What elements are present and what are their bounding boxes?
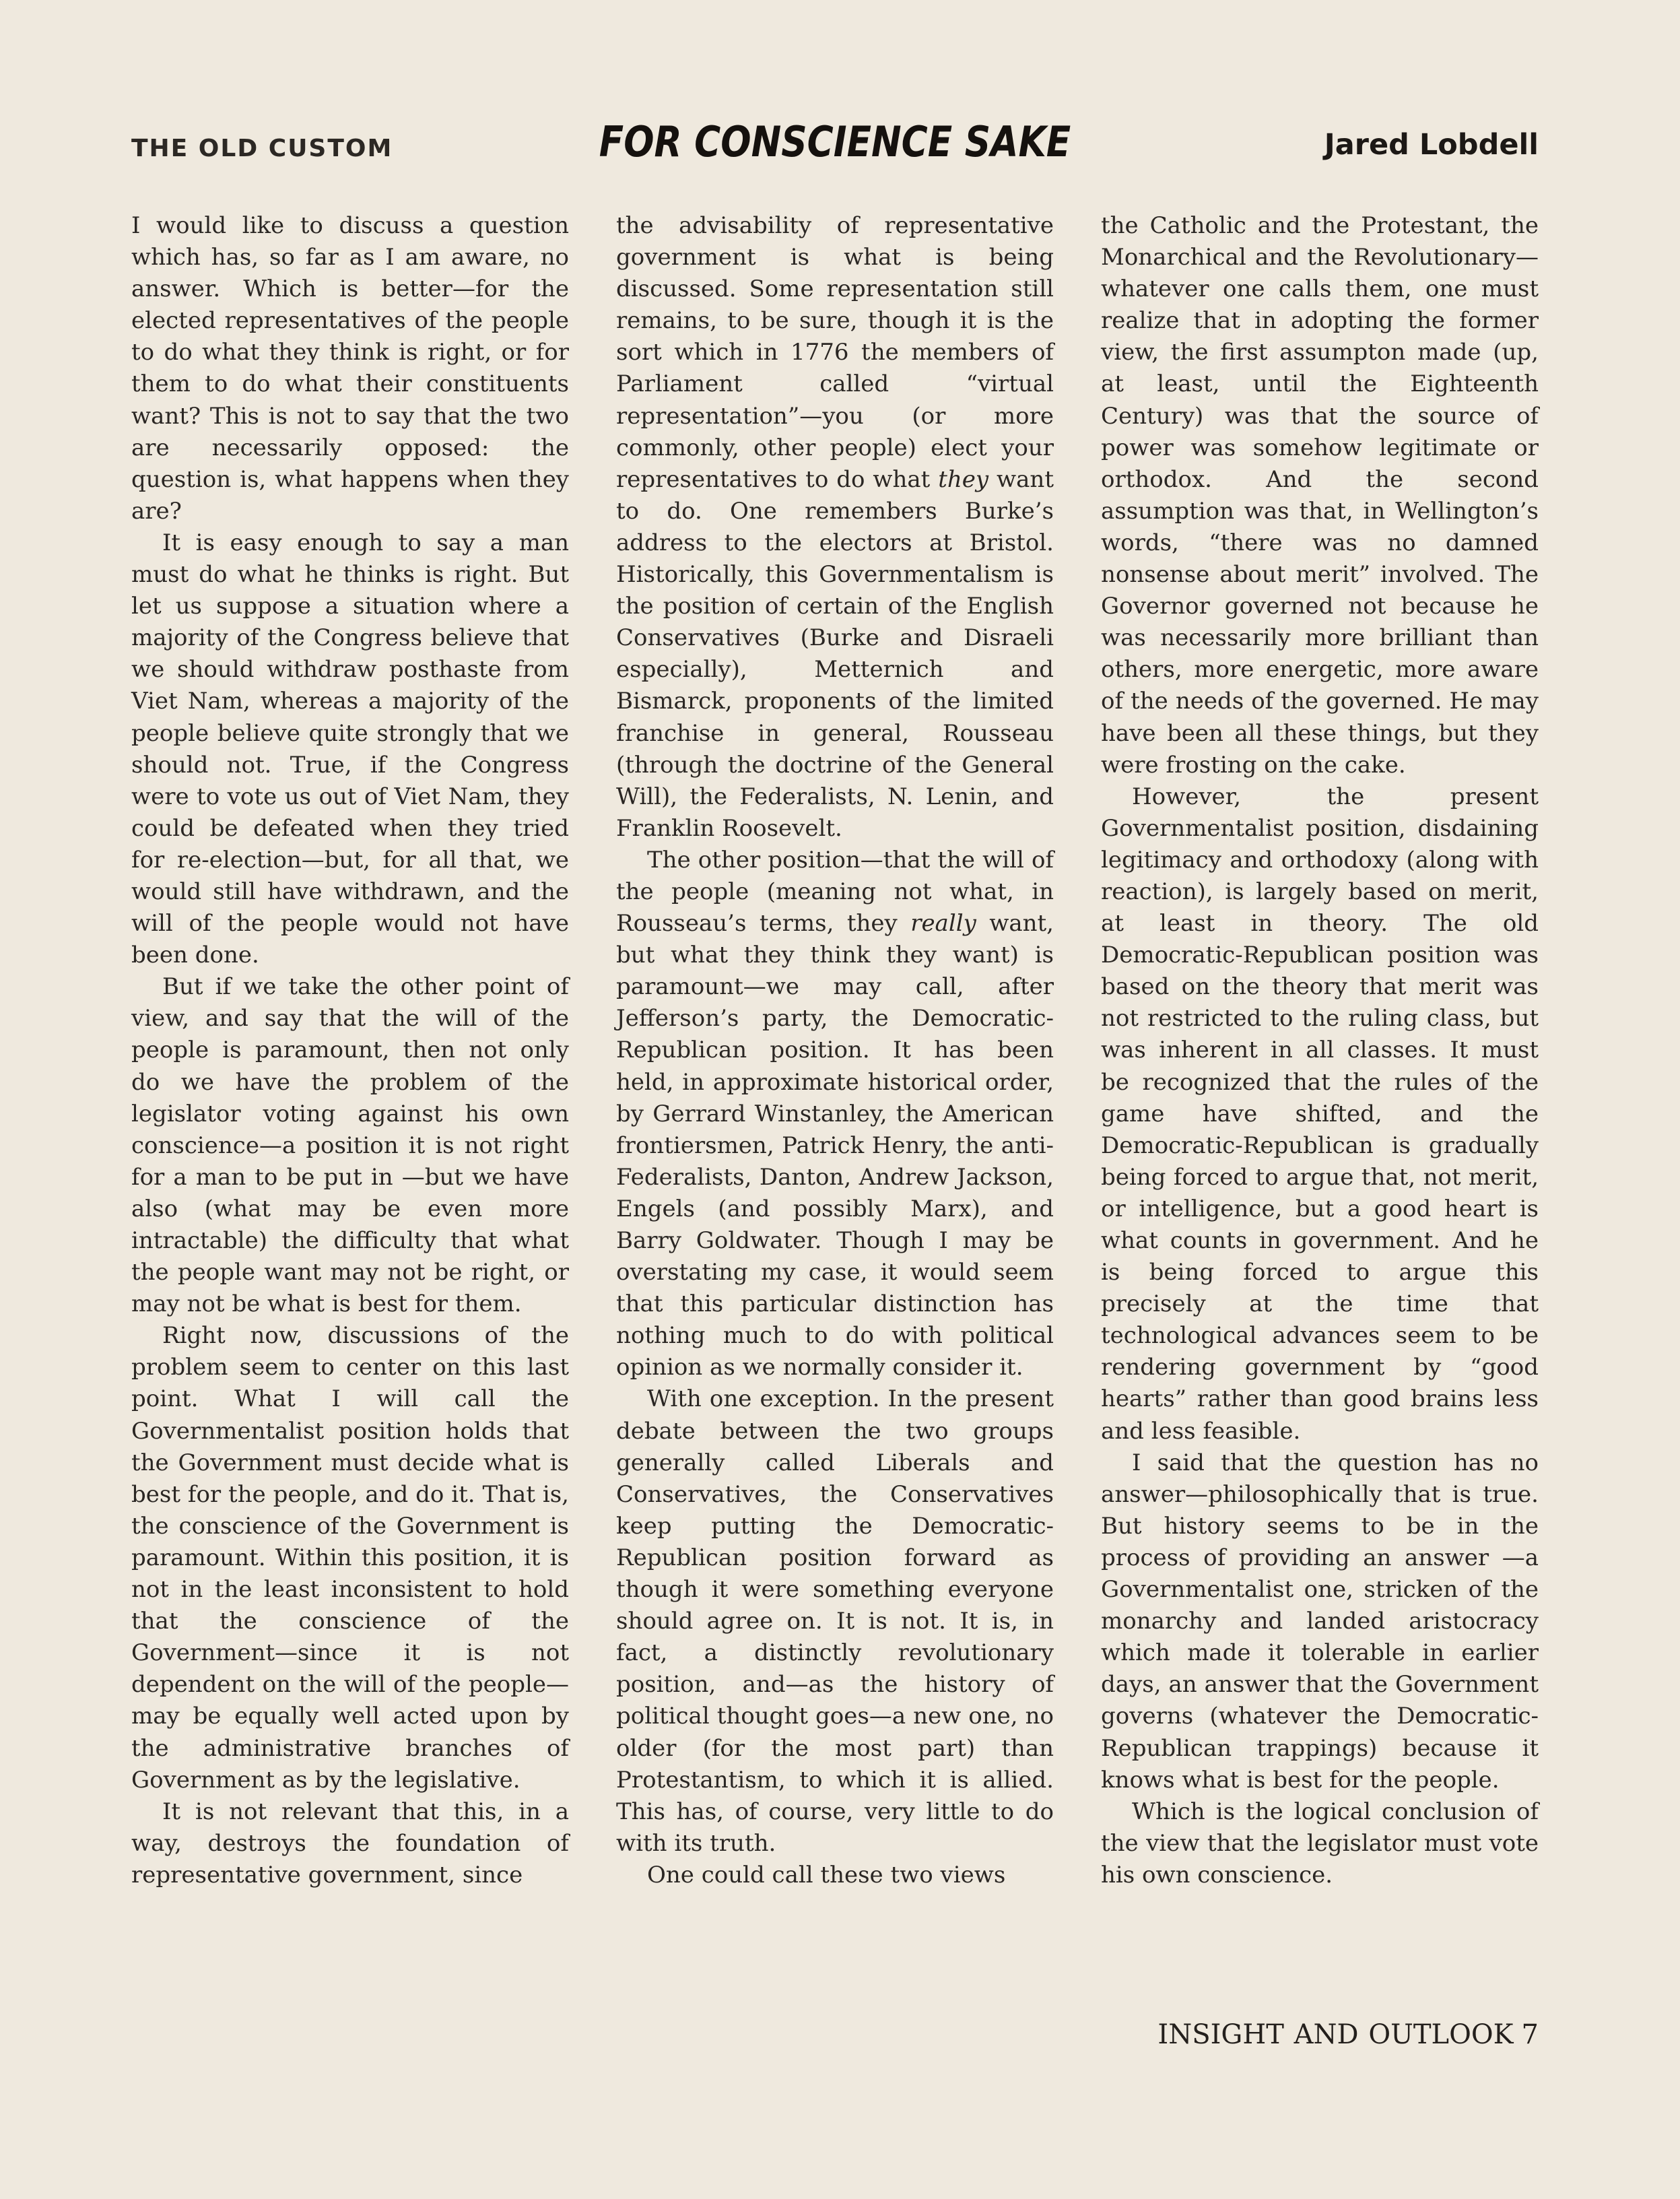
author-byline: Jared Lobdell bbox=[1324, 128, 1539, 162]
paragraph: Which is the logical conclusion of the view that the legislator must vote his own conscience. bbox=[1101, 1798, 1539, 1889]
paragraph: I said that the question has no answer—philosophically that is true. But history seems to be in the process of providing an answer —a Governmentalist one, stricken of the monarchy and landed aristocracy which made it tolerable in earlier days, an answer that the Government governs (whatever the Democratic-Republican trappings) because it knows what is best for the people. bbox=[1101, 1449, 1539, 1794]
text-column-3 bbox=[1101, 210, 1539, 1891]
paragraph bbox=[616, 845, 1054, 1384]
paragraph: It is easy enough to say a man must do what he thinks is right. But let us suppose a situation where a majority of the Congress believe that we should withdraw posthaste from Viet Nam, whereas a majority of the people believe quite strongly that we should not. True, if the Congress were to vote us out of Viet Nam, they could be defeated when they tried for re-election—but, for all that, we would still have withdrawn, and the will of the people would not have been done. bbox=[131, 529, 569, 969]
paragraph: However, the present Governmentalist position, disdaining legitimacy and orthodoxy (along with reaction), is largely based on merit, at least in theory. The old Democratic-Republican position was based on the theory that merit was not restricted to the ruling class, but was inherent in all classes. It must be recognized that the rules of the game have shifted, and the Democratic-Republican is gradually being forced to argue that, not merit, or intelligence, but a good heart is what counts in government. And he is being forced to argue this precisely at the time that technological advances seem to be rendering government by “good hearts” rather than good brains less and less feasible. bbox=[1101, 783, 1539, 1445]
article-body bbox=[131, 210, 1539, 1998]
article-title: FOR CONSCIENCE SAKE bbox=[599, 117, 1071, 166]
emphasis: really bbox=[910, 910, 976, 938]
page-header bbox=[131, 117, 1539, 180]
emphasis: they bbox=[938, 465, 989, 493]
paragraph-text: want to do. One remembers Burke’s address to the electors at Bristol. Historically, this Governmentalism is the position of certain of the English Conservatives (Burke and Disraeli especially), Metternich and Bismarck, proponents of the limited franchise in general, Rousseau (through the doctrine of the General Will), the Federalists, N. Lenin, and Franklin Roosevelt. bbox=[616, 465, 1054, 842]
text-column-2 bbox=[616, 210, 1054, 1891]
paragraph: With one exception. In the present debate between the two groups generally called Liberals and Conservatives, the Conservatives keep putting the Democratic-Republican position forward as though it were something everyone should agree on. It is not. It is, in fact, a distinctly revolutionary position, and—as the history of political thought goes—a new one, no older (for the most part) than Protestantism, to which it is allied. This has, of course, very little to do with its truth. bbox=[616, 1385, 1054, 1857]
paragraph: Right now, discussions of the problem seem to center on this last point. What I will call the Governmentalist position holds that the Government must decide what is best for the people, and do it. That is, the conscience of the Government is paramount. Within this position, it is not in the least inconsistent to hold that the conscience of the Government—since it is not dependent on the will of the people—may be equally well acted upon by the administrative branches of Government as by the legislative. bbox=[131, 1322, 569, 1794]
paragraph: It is not relevant that this, in a way, destroys the foundation of representative government, since bbox=[131, 1798, 569, 1889]
section-label: THE OLD CUSTOM bbox=[131, 135, 393, 162]
paragraph-text: The other position—that the will of the people (meaning not what, in Rousseau’s terms, they bbox=[616, 846, 1054, 938]
paragraph: the Catholic and the Protestant, the Monarchical and the Revolutionary—whatever one calls them, one must realize that in adopting the former view, the first assumpton made (up, at least, until the Eighteenth Century) was that the source of power was somehow legitimate or orthodox. And the second assumption was that, in Wellington’s words, “there was no damned nonsense about merit” involved. The Governor governed not because he was necessarily more brilliant than others, more energetic, more aware of the needs of the governed. He may have been all these things, but they were frosting on the cake. bbox=[1101, 212, 1539, 779]
page-number: 7 bbox=[1521, 2019, 1539, 2050]
paragraph: But if we take the other point of view, and say that the will of the people is paramount, then not only do we have the problem of the legislator voting against his own conscience—a position it is not right for a man to be put in —but we have also (what may be even more intractable) the difficulty that what the people want may not be right, or may not be what is best for them. bbox=[131, 973, 569, 1318]
paragraph: One could call these two views bbox=[647, 1861, 1006, 1889]
paragraph-text: want, but what they think they want) is paramount—we may call, after Jefferson’s party, the Democratic-Republican position. It has been held, in approximate historical order, by Gerrard Winstanley, the American frontiersmen, Patrick Henry, the anti-Federalists, Danton, Andrew Jackson, Engels (and possibly Marx), and Barry Goldwater. Though I may be overstating my case, it would seem that this particular distinction has nothing much to do with political opinion as we normally consider it. bbox=[616, 910, 1054, 1381]
paragraph-text: the advisability of representative government is what is being discussed. Some representation still remains, to be sure, though it is the sort which in 1776 the members of Parliament called “virtual representation”—you (or more commonly, other people) elect your representatives to do what bbox=[616, 212, 1054, 493]
paragraph bbox=[616, 210, 1054, 845]
publication-name: INSIGHT AND OUTLOOK bbox=[1157, 2019, 1514, 2050]
page-footer bbox=[1149, 2019, 1539, 2050]
text-column-1 bbox=[131, 210, 569, 1891]
paragraph: I would like to discuss a question which has, so far as I am aware, no answer. Which is better—for the elected representatives of the people to do what they think is right, or for them to do what their constituents want? This is not to say that the two are necessarily opposed: the question is, what happens when they are? bbox=[131, 212, 569, 525]
